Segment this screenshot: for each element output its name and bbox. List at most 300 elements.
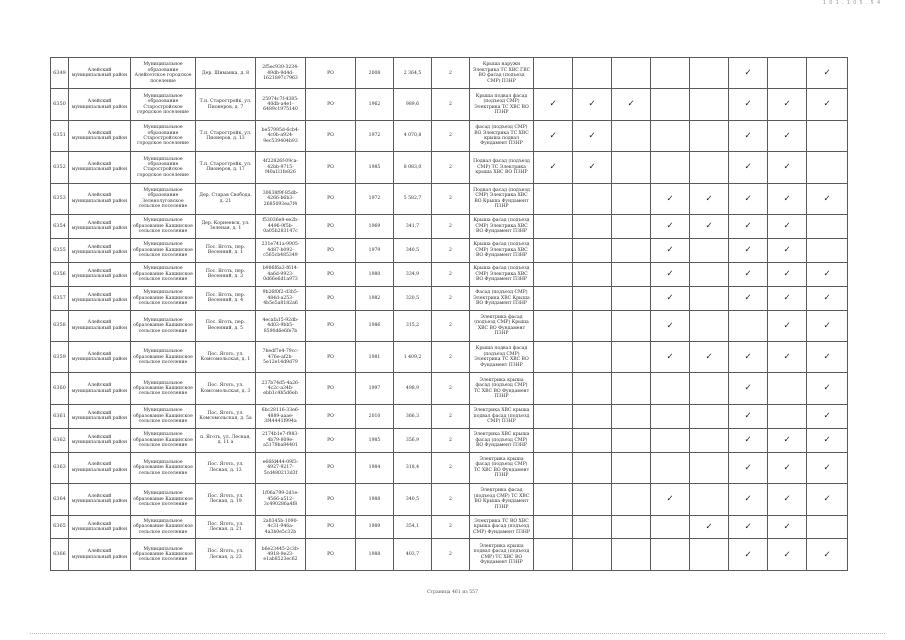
year-cell: 1962	[356, 89, 394, 120]
checkmark-icon: ✓	[783, 245, 791, 256]
settlement-cell: Муниципальное образование Кашинское сельское поселение	[131, 515, 196, 539]
work-check-cell-2	[573, 89, 612, 120]
checkmark-icon: ✓	[823, 383, 831, 394]
guid-cell: 237b74d5-4a26-4c2c-a34b-ebb1c4b5d6eb	[256, 373, 306, 404]
work-check-cell-6	[729, 183, 768, 214]
checkmark-icon: ✓	[744, 383, 752, 394]
record-id-cell: 6357	[51, 286, 69, 310]
district-cell: Алейский муниципальный район	[69, 342, 131, 373]
work-check-cell-1	[534, 183, 573, 214]
guid-cell: f53036e8-ee2b-4496-9f5b-0a05b283147c	[256, 215, 306, 239]
work-check-cell-3	[612, 342, 651, 373]
table-row	[51, 89, 848, 120]
work-check-cell-3	[612, 238, 651, 262]
work-check-cell-8	[807, 484, 848, 515]
work-check-cell-3	[612, 373, 651, 404]
work-check-cell-1	[534, 342, 573, 373]
year-cell: 1985	[356, 428, 394, 452]
guid-cell: 1f06a799-2d1e-4566-a512-3c490286a4f8	[256, 484, 306, 515]
checkmark-icon: ✓	[744, 162, 752, 173]
table-row	[51, 152, 848, 183]
address-cell: Пос. Яготь, пер. Весенний, д. 4	[196, 286, 256, 310]
work-check-cell-4	[651, 484, 690, 515]
works-cell: Электрика фасад (подъезд СМР) Крыша ХВС ВО Фундамент ПЗНР	[470, 310, 534, 341]
work-check-cell-4	[651, 539, 690, 571]
record-id-cell: 6351	[51, 120, 69, 151]
year-cell: 1972	[356, 120, 394, 151]
work-check-cell-5	[690, 262, 729, 286]
year-cell: 1997	[356, 373, 394, 404]
method-cell: РО	[306, 238, 356, 262]
checkmark-icon: ✓	[783, 549, 791, 560]
work-check-cell-5	[690, 484, 729, 515]
method-cell: РО	[306, 286, 356, 310]
work-check-cell-4	[651, 89, 690, 120]
guid-cell: 2174b1e7-f983-4b79-809e-a5179ba84401	[256, 428, 306, 452]
work-check-cell-5	[690, 404, 729, 428]
work-check-cell-3	[612, 515, 651, 539]
checkmark-icon: ✓	[783, 99, 791, 110]
work-check-cell-4	[651, 152, 690, 183]
period-cell: 2	[432, 215, 470, 239]
guid-cell: 4f22826f-09ca-42bb-9715-f40a1l1fe826	[256, 152, 306, 183]
year-cell: 2010	[356, 404, 394, 428]
area-cell: 366,3	[394, 404, 432, 428]
checkmark-icon: ✓	[666, 245, 674, 256]
method-cell: РО	[306, 120, 356, 151]
district-cell: Алейский муниципальный район	[69, 262, 131, 286]
work-check-cell-8	[807, 310, 848, 341]
checkmark-icon: ✓	[823, 435, 831, 446]
checkmark-icon: ✓	[666, 293, 674, 303]
area-cell: 340,5	[394, 238, 432, 262]
guid-cell: 2f5ec930-3234-49db-9d4d-1621897c7963	[256, 58, 306, 89]
address-cell: п. Яготь, ул. Лесная, д. 11 а	[196, 428, 256, 452]
work-check-cell-8	[807, 58, 848, 89]
method-cell: РО	[306, 310, 356, 341]
area-cell: 403,7	[394, 539, 432, 571]
year-cell: 1984	[356, 452, 394, 483]
checkmark-icon: ✓	[744, 269, 752, 280]
work-check-cell-6	[729, 238, 768, 262]
settlement-cell: Муниципальное образование Кашинское сельское поселение	[131, 373, 196, 404]
work-check-cell-2	[573, 310, 612, 341]
guid-cell: 4ecafa15-92db-4d03-9bb5-8590d6e6fe7b	[256, 310, 306, 341]
work-check-cell-5	[690, 89, 729, 120]
work-check-cell-7	[768, 515, 807, 539]
work-check-cell-7	[768, 404, 807, 428]
year-cell: 2008	[356, 58, 394, 89]
checkmark-icon: ✓	[823, 411, 831, 422]
table-row	[51, 515, 848, 539]
checkmark-icon: ✓	[744, 293, 752, 303]
checkmark-icon: ✓	[744, 99, 752, 110]
work-check-cell-3	[612, 484, 651, 515]
method-cell: РО	[306, 484, 356, 515]
work-check-cell-8	[807, 515, 848, 539]
work-check-cell-7	[768, 342, 807, 373]
settlement-cell: Муниципальное образование Кашинское сельское поселение	[131, 452, 196, 483]
work-check-cell-4	[651, 120, 690, 151]
work-check-cell-6	[729, 515, 768, 539]
method-cell: РО	[306, 428, 356, 452]
method-cell: РО	[306, 452, 356, 483]
work-check-cell-6	[729, 120, 768, 151]
address-cell: Пос. Яготь, пер. Весенний, д. 5	[196, 310, 256, 341]
checkmark-icon: ✓	[783, 521, 791, 532]
works-cell: Фасад (подъезд СМР) Электрика ХВС Крыша ВО Фундамент ПЗНР	[470, 286, 534, 310]
work-check-cell-1	[534, 484, 573, 515]
district-cell: Алейский муниципальный район	[69, 373, 131, 404]
table-row	[51, 404, 848, 428]
year-cell: 1985	[356, 152, 394, 183]
work-check-cell-7	[768, 183, 807, 214]
work-check-cell-7	[768, 310, 807, 341]
period-cell: 2	[432, 310, 470, 341]
work-check-cell-6	[729, 539, 768, 571]
period-cell: 2	[432, 428, 470, 452]
period-cell: 2	[432, 342, 470, 373]
work-check-cell-5	[690, 373, 729, 404]
checkmark-icon: ✓	[823, 494, 831, 505]
address-cell: Пос. Яготь, ул. Лесная, д. 21	[196, 515, 256, 539]
work-check-cell-8	[807, 404, 848, 428]
district-cell: Алейский муниципальный район	[69, 238, 131, 262]
district-cell: Алейский муниципальный район	[69, 539, 131, 571]
work-check-cell-2	[573, 238, 612, 262]
work-check-cell-5	[690, 152, 729, 183]
settlement-cell: Муниципальное образование Зеленолуговское сельское поселение	[131, 183, 196, 214]
method-cell: РО	[306, 539, 356, 571]
settlement-cell: Муниципальное образование Алейсетское городское поселение	[131, 58, 196, 89]
table-row	[51, 286, 848, 310]
work-check-cell-6	[729, 310, 768, 341]
district-cell: Алейский муниципальный район	[69, 404, 131, 428]
work-check-cell-7	[768, 539, 807, 571]
work-check-cell-2	[573, 404, 612, 428]
work-check-cell-1	[534, 58, 573, 89]
work-check-cell-1	[534, 452, 573, 483]
guid-cell: 7bedf7e4-79cc-476e-af2b-5e12e14d9d79	[256, 342, 306, 373]
record-id-cell: 6363	[51, 452, 69, 483]
district-cell: Алейский муниципальный район	[69, 428, 131, 452]
work-check-cell-2	[573, 183, 612, 214]
work-check-cell-6	[729, 484, 768, 515]
method-cell: РО	[306, 152, 356, 183]
guid-cell: 25974c7f-4385-40db-a4e1-6489c1975140	[256, 89, 306, 120]
work-check-cell-7	[768, 484, 807, 515]
work-check-cell-2	[573, 120, 612, 151]
work-check-cell-1	[534, 286, 573, 310]
work-check-cell-4	[651, 428, 690, 452]
period-cell: 2	[432, 120, 470, 151]
work-check-cell-5	[690, 215, 729, 239]
work-check-cell-7	[768, 238, 807, 262]
checkmark-icon: ✓	[783, 494, 791, 505]
area-cell: 356,9	[394, 428, 432, 452]
address-cell: Дер. Старая Свобода, д. 21	[196, 183, 256, 214]
works-cell: Электрика фасад (подъезд СМР) ТС ХВС ВО Крыша Фундамент ПЗНР	[470, 484, 534, 515]
checkmark-icon: ✓	[705, 193, 713, 204]
checkmark-icon: ✓	[823, 549, 831, 560]
checkmark-icon: ✓	[666, 269, 674, 280]
works-cell: Подвал фасад (подъезд СМР) Электрика ХВС ВО Крыша Фундамент ПЗНР	[470, 183, 534, 214]
area-cell: 2 364,5	[394, 58, 432, 89]
works-cell: Электрика крыша подвал фасад (подъезд СМР) ТС ХВС ВО Фундамент ПЗНР	[470, 539, 534, 571]
area-cell: 315,2	[394, 310, 432, 341]
guid-cell: e66fd444-09f3-4927-9217-5cd480213d3f	[256, 452, 306, 483]
method-cell: РО	[306, 58, 356, 89]
work-check-cell-2	[573, 452, 612, 483]
area-cell: 5 582,7	[394, 183, 432, 214]
checkmark-icon: ✓	[744, 462, 752, 473]
checkmark-icon: ✓	[627, 99, 635, 110]
year-cell: 1986	[356, 310, 394, 341]
work-check-cell-3	[612, 262, 651, 286]
checkmark-icon: ✓	[744, 549, 752, 560]
table-row	[51, 58, 848, 89]
work-check-cell-6	[729, 152, 768, 183]
table-row	[51, 484, 848, 515]
work-check-cell-4	[651, 286, 690, 310]
work-check-cell-2	[573, 215, 612, 239]
checkmark-icon: ✓	[744, 221, 752, 232]
guid-cell: 2a0345b-1090-4c31-946a-4a3b0e5c32b	[256, 515, 306, 539]
work-check-cell-4	[651, 342, 690, 373]
checkmark-icon: ✓	[783, 352, 791, 363]
work-check-cell-4	[651, 262, 690, 286]
work-check-cell-3	[612, 404, 651, 428]
work-check-cell-4	[651, 215, 690, 239]
works-cell: Электрика крыша фасад (подъезд СМР) ТС ХВС ВО Фундамент ПЗНР	[470, 373, 534, 404]
work-check-cell-3	[612, 89, 651, 120]
year-cell: 1981	[356, 342, 394, 373]
checkmark-icon: ✓	[823, 269, 831, 280]
checkmark-icon: ✓	[783, 130, 791, 141]
settlement-cell: Муниципальное образование Кашинское сельское поселение	[131, 310, 196, 341]
checkmark-icon: ✓	[744, 193, 752, 204]
checkmark-icon: ✓	[823, 68, 831, 78]
settlement-cell: Муниципальное образование Кашинское сельское поселение	[131, 404, 196, 428]
work-check-cell-6	[729, 286, 768, 310]
settlement-cell: Муниципальное образование Кашинское сельское поселение	[131, 539, 196, 571]
table-row	[51, 452, 848, 483]
period-cell: 2	[432, 238, 470, 262]
work-check-cell-3	[612, 452, 651, 483]
method-cell: РО	[306, 342, 356, 373]
address-cell: Пос. Яготь, пер. Весенний, д. 1	[196, 238, 256, 262]
area-cell: 320,5	[394, 286, 432, 310]
work-check-cell-2	[573, 539, 612, 571]
work-check-cell-4	[651, 515, 690, 539]
address-cell: Дер. Шиманка, д. 8	[196, 58, 256, 89]
work-check-cell-3	[612, 286, 651, 310]
area-cell: 498,9	[394, 373, 432, 404]
work-check-cell-1	[534, 515, 573, 539]
checkmark-icon: ✓	[705, 521, 713, 532]
checkmark-icon: ✓	[666, 221, 674, 232]
method-cell: РО	[306, 183, 356, 214]
method-cell: РО	[306, 262, 356, 286]
work-check-cell-2	[573, 342, 612, 373]
work-check-cell-8	[807, 183, 848, 214]
guid-cell: 6bc28116-33e6-4889-aaae-3f44441f994a	[256, 404, 306, 428]
table-row	[51, 539, 848, 571]
work-check-cell-7	[768, 120, 807, 151]
table-row	[51, 342, 848, 373]
year-cell: 1972	[356, 183, 394, 214]
record-id-cell: 6362	[51, 428, 69, 452]
work-check-cell-4	[651, 452, 690, 483]
table-row	[51, 120, 848, 151]
settlement-cell: Муниципальное образование Кашинское сельское поселение	[131, 215, 196, 239]
work-check-cell-6	[729, 262, 768, 286]
work-check-cell-7	[768, 428, 807, 452]
checkmark-icon: ✓	[588, 99, 596, 110]
method-cell: РО	[306, 373, 356, 404]
method-cell: РО	[306, 215, 356, 239]
period-cell: 2	[432, 515, 470, 539]
table-body	[51, 58, 848, 571]
settlement-cell: Муниципальное образование Кашинское сельское поселение	[131, 286, 196, 310]
table-row	[51, 183, 848, 214]
checkmark-icon: ✓	[744, 521, 752, 532]
record-id-cell: 6361	[51, 404, 69, 428]
guid-cell: be57995d-6cb4-4c0b-a924-9ec539404b93	[256, 120, 306, 151]
checkmark-icon: ✓	[744, 245, 752, 256]
settlement-cell: Муниципальное образование Кашинское сельское поселение	[131, 428, 196, 452]
district-cell: Алейский муниципальный район	[69, 152, 131, 183]
work-check-cell-8	[807, 286, 848, 310]
record-id-cell: 6353	[51, 183, 69, 214]
checkmark-icon: ✓	[783, 162, 791, 173]
address-cell: Пос. Яготь, ул. Лесная, д. 23	[196, 539, 256, 571]
checkmark-icon: ✓	[783, 269, 791, 280]
checkmark-icon: ✓	[823, 352, 831, 363]
record-id-cell: 6365	[51, 515, 69, 539]
period-cell: 2	[432, 183, 470, 214]
work-check-cell-5	[690, 120, 729, 151]
year-cell: 1988	[356, 484, 394, 515]
district-cell: Алейский муниципальный район	[69, 120, 131, 151]
work-check-cell-1	[534, 310, 573, 341]
work-check-cell-4	[651, 58, 690, 89]
work-check-cell-2	[573, 152, 612, 183]
checkmark-icon: ✓	[549, 162, 557, 173]
table-row	[51, 215, 848, 239]
record-id-cell: 6355	[51, 238, 69, 262]
checkmark-icon: ✓	[588, 162, 596, 173]
work-check-cell-7	[768, 152, 807, 183]
work-check-cell-2	[573, 515, 612, 539]
checkmark-icon: ✓	[783, 221, 791, 232]
checkmark-icon: ✓	[666, 320, 674, 331]
method-cell: РО	[306, 404, 356, 428]
district-cell: Алейский муниципальный район	[69, 515, 131, 539]
record-id-cell: 6350	[51, 89, 69, 120]
area-cell: 340,5	[394, 484, 432, 515]
period-cell: 2	[432, 539, 470, 571]
guid-cell: 30638f9f-85db-4266-b6b3-2685093ea7f4	[256, 183, 306, 214]
table-row	[51, 238, 848, 262]
address-cell: Пос. Яготь, ул. Комсомольская, д. 1	[196, 342, 256, 373]
period-cell: 2	[432, 452, 470, 483]
work-check-cell-2	[573, 428, 612, 452]
period-cell: 2	[432, 404, 470, 428]
work-check-cell-2	[573, 262, 612, 286]
work-check-cell-5	[690, 310, 729, 341]
work-check-cell-4	[651, 238, 690, 262]
work-check-cell-3	[612, 183, 651, 214]
address-cell: Пос. Яготь, ул. Лесная, д. 19	[196, 484, 256, 515]
work-check-cell-5	[690, 238, 729, 262]
work-check-cell-3	[612, 152, 651, 183]
area-cell: 4 070,8	[394, 120, 432, 151]
district-cell: Алейский муниципальный район	[69, 484, 131, 515]
settlement-cell: Муниципальное образование Старостройское городское поселение	[131, 89, 196, 120]
address-cell: Т.п. Старостройк, ул. Пионеров, д. 17	[196, 152, 256, 183]
checkmark-icon: ✓	[744, 68, 752, 78]
work-check-cell-5	[690, 452, 729, 483]
address-cell: Пос. Яготь, ул. Лесная, д. 13	[196, 452, 256, 483]
work-check-cell-6	[729, 452, 768, 483]
record-id-cell: 6364	[51, 484, 69, 515]
work-check-cell-3	[612, 58, 651, 89]
work-check-cell-8	[807, 539, 848, 571]
works-cell: Крыша подвал фасад (подъезд СМР) Электрика ТС ХВС ВО Фундамент ПЗНР	[470, 342, 534, 373]
period-cell: 2	[432, 286, 470, 310]
settlement-cell: Муниципальное образование Старостройское городское поселение	[131, 152, 196, 183]
district-cell: Алейский муниципальный район	[69, 89, 131, 120]
work-check-cell-8	[807, 342, 848, 373]
work-check-cell-8	[807, 262, 848, 286]
works-cell: Электрика ТС ВО ХВС крыша фасад (подъезд СМР) Фундамент ПЗНР	[470, 515, 534, 539]
work-check-cell-4	[651, 404, 690, 428]
checkmark-icon: ✓	[666, 352, 674, 363]
work-check-cell-1	[534, 120, 573, 151]
record-id-cell: 6360	[51, 373, 69, 404]
period-cell: 2	[432, 373, 470, 404]
area-cell: 354,1	[394, 515, 432, 539]
guid-cell: 9b26f0f2-d3b5-484d-a253-4b5e5a8182a6	[256, 286, 306, 310]
table-row	[51, 373, 848, 404]
work-check-cell-7	[768, 89, 807, 120]
work-check-cell-8	[807, 120, 848, 151]
record-id-cell: 6358	[51, 310, 69, 341]
settlement-cell: Муниципальное образование Старостройское городское поселение	[131, 120, 196, 151]
work-check-cell-7	[768, 452, 807, 483]
table-row	[51, 262, 848, 286]
work-check-cell-8	[807, 89, 848, 120]
works-cell: Электрика крыша фасад (подъезд СМР) ТС ХВС ВО Фундамент ПЗНР	[470, 452, 534, 483]
checkmark-icon: ✓	[744, 130, 752, 141]
table-row	[51, 310, 848, 341]
period-cell: 2	[432, 152, 470, 183]
work-check-cell-5	[690, 58, 729, 89]
work-check-cell-7	[768, 373, 807, 404]
works-cell: Крыша фасад (подъезд СМР) Электрика ХВС ВО Фундамент ПЗНР	[470, 262, 534, 286]
area-cell: 341,7	[394, 215, 432, 239]
work-check-cell-1	[534, 152, 573, 183]
page-header-mark: 1 0 1 . 1 0 5 . 5 4	[822, 0, 881, 6]
period-cell: 2	[432, 58, 470, 89]
works-cell: Электрика ХВС крыша подвал фасад (подъезд СМР) ПЗНР	[470, 404, 534, 428]
year-cell: 1969	[356, 215, 394, 239]
work-check-cell-7	[768, 286, 807, 310]
period-cell: 2	[432, 89, 470, 120]
works-cell: фасад (подъезд СМР) ВО Электрика ТС ХВС крыша подвал Фундамент ПЗНР	[470, 120, 534, 151]
area-cell: 318,4	[394, 452, 432, 483]
